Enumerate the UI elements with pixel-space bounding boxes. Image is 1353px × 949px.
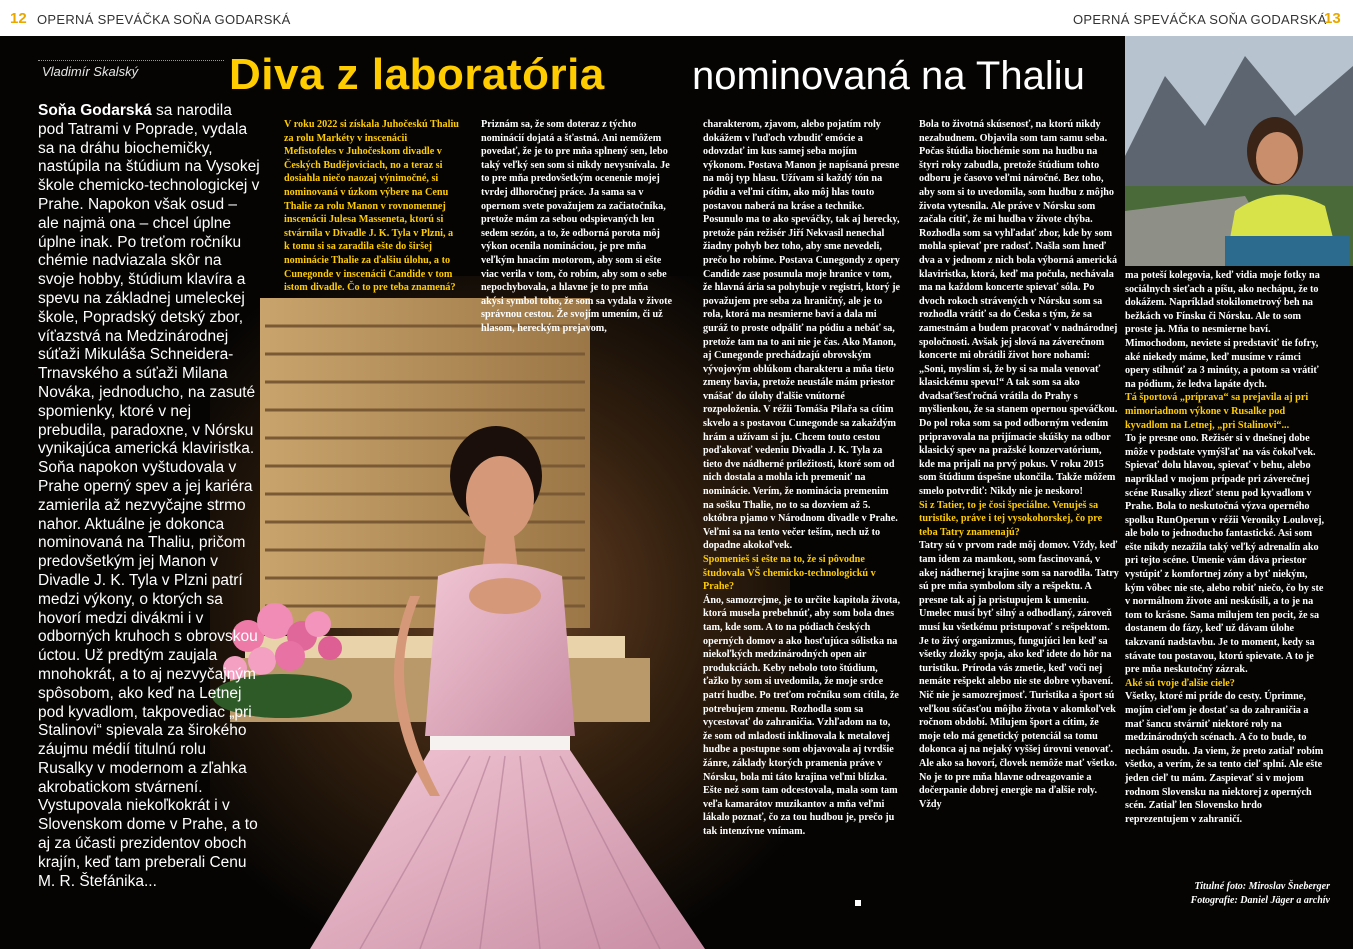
question-5: Aké sú tvoje ďalšie ciele? [1125,677,1235,689]
photo-credits [1160,880,1330,908]
answer-3: Tatry sú v prvom rade môj domov. Vždy, keď tam idem za mamkou, som fascinovaná, v akej nádhernej krajine som sa narodila. Tatry sú pre mňa symbolom sily a rešpektu. A presne tak aj ja pristupujem k umeniu. Umelec musí byť silný a odhodlaný, zároveň musí ku všetkému pristupovať s rešpektom. Je to živý organizmus, fungujúci len keď sa všetky zložky spoja, ako keď idete do hôr na turistiku. Príroda vás zmetie, keď voči nej nemáte rešpekt alebo nie ste dobre vybavení. Nič nie je samozrejmosť. Turistika a šport sú veľkou súčasťou môjho života v akomkoľvek ročnom období. Milujem šport a cítim, že moje telo má genetický potenciál sa tomu dokonca aj na nejaký vyššej úrovni venovať. Ale ako sa hovorí, človek nemôže mať všetko. No je to pre mňa hlavne odreagovanie a dočerpanie dobrej energie na ďalšie roly. Vždy [919,540,1119,810]
right-page-number: 13 [1324,10,1341,27]
author-rule [38,60,224,61]
column-5 [1125,269,1325,826]
column-3 [703,118,901,838]
question-3: Si z Tatier, to je čosi špeciálne. Venuješ sa turistike, práve i tej vysokohorskej, čo pre teba Tatry znamenajú? [919,499,1103,538]
column-4 [919,118,1119,811]
article-intro [38,102,260,891]
column-1 [284,118,460,295]
intro-name: Soňa Godarská [38,102,152,119]
question-4: Tá športová „príprava“ sa prejavila aj pri mimoriadnom výkone v Rusalke pod kyvadlom na Letnej, „pri Stalinovi“... [1125,392,1309,431]
answer-4: To je presne ono. Režisér si v dnešnej dobe môže v podstate vymýšľať na vás čokoľvek. Spievať dolu hlavou, spievať v behu, alebo napríklad v mojom prípade pri záverečnej scéne Rusalky zliezť stenu pod kyvadlom v Prahe. Bola to neskutočná výzva operného spolku RunOperun v réžii Veroniky Loulovej, ale bolo to jednoducho fantastické. Asi som ešte nikdy nezažila taký veľký adrenalín ako pri tejto scéne. Umenie vám dáva priestor vystúpiť z komfortnej zóny a byť niekým, kým vôbec nie ste, alebo robiť niečo, čo by ste v normálnom živote ani neskúsili, a to je na tom to krásne. Sama milujem ten pocit, že sa dostanem do fázy, keď už dávam úlohe takzvanú nadstavbu. Je to moment, kedy sa stávate tou postavou, ktorú spievate. A to je pre mňa neskutočný zázrak. [1125,433,1325,676]
answer-1: Priznám sa, že som doteraz z týchto nominácií dojatá a šťastná. Ani nemôžem povedať, že je to pre mňa splnený sen, lebo taký veľký sen som si nikdy nevysnívala. Je to pre mňa predovšetkým ocenenie mojej tvrdej dlhoročnej práce. Ja sama sa v opernom svete považujem za začiatočníka, pretože mám za sebou odspievaných len sedem sezón, a to, že odborná porota môj výkon ocenila nomináciou, je pre mňa veľkým hnacím motorom, aby som si ešte viac verila v tom, čo robím, aby som o sebe nepochybovala, a hlavne je to pre mňa akýsi symbol toho, že som sa vydala v živote správnou cestou. Že svojím umením, či už hlasom, hereckým prejavom, [481,119,673,334]
answer-2: Áno, samozrejme, je to určite kapitola života, ktorá musela prebehnúť, aby som bola dnes tam, kde som. A to na pódiach českých operných domov a ako hosťujúca sólistka na niekoľkých medzinárodných open air produkciách. Keby nebolo toto štúdium, ťažko by som si uvedomila, že moje srdce patrí hudbe. Po treťom ročníku som cítila, že potrebujem zmenu. Rozhodla som sa vycestovať do zahraničia. Vzhľadom na to, že som od mladosti inklinovala k metalovej hudbe a postupne som objavovala aj tvrdšie žánre, základy ktorých pramenia práve v Nórsku, bola mi táto krajina veľmi blízka. Ešte než som tam odcestovala, mala som tam veľa kamarátov muzikantov a mňa veľmi lákalo poznať, čo za tou hudbou je, prečo ju tak intenzívne vnímam. [703,594,901,837]
answer-2-continued: Bola to životná skúsenosť, na ktorú nikdy nezabudnem. Objavila som tam samu seba. Počas štúdia biochémie som na hudbu na štyri roky zabudla, pretože štúdium tohto odboru je časovo veľmi náročné. Bez toho, aby som si to uvedomila, som hudbu z môjho života vytesnila. Ale práve v Nórsku som začala cítiť, že mi hudba v živote chýba. Rozhodla som sa vyhľadať zbor, kde by som mohla spievať pre radosť. Našla som hneď dva a v jednom z nich bola výborná americká klaviristka, ktorá, keď ma počula, nechávala ma na každom koncerte spievať sóla. Po dvoch rokoch strávených v Nórsku som sa rozhodla vrátiť sa do Česka s tým, že sa zamestnám a budem pracovať v nadnárodnej spoločnosti. Avšak jej slová na záverečnom koncerte mi obrátili život hore nohami: „Soni, myslím si, že by si sa mala venovať klasickému spevu!“ A tak som sa ako dvadsaťšesťročná vrátila do Prahy s myšlienkou, že sa stanem opernou speváčkou. Do pol roka som sa pod odborným vedením pripravovala na prijímacie skúšky na odbor klasický spev na pražské konzervatórium, kde ma prijali na prvý pokus. V roku 2015 som štúdium úspešne ukončila. Takže môžem smelo potvrdiť: Nikdy nie je neskoro! [919,119,1118,498]
answer-1-continued: charakterom, zjavom, alebo pojatím roly dokážem v ľuďoch vzbudiť emócie a odovzdať im kus samej seba mojím výkonom. Postava Manon je napísaná presne na môj typ hlasu. Užívam si každý tón na pódiu a veľmi cítim, ako môj hlas touto postavou naberá na kráse a technike. Posunulo ma to ako speváčky, tak aj herecky, pretože pán režisér Jiří Nekvasil nenechal žiadny pohyb bez toho, aby sme nevedeli, prečo ho robíme. Postava Cunegondy z opery Candide zase posunula moje hranice v tom, že hlavná ária sa pohybuje v registri, ktorý je považujem pre seba za hraničný, ale je to rola, ktorá ma nesmierne baví a dala mi guráž to proste odpáliť na pódiu a nebáť sa, pretože tam na to ani nie je čas. Ako Manon, aj Cunegonde prechádzajú obrovským vývojovým oblúkom charakteru a mňa tieto zmeny bavia, pretože neustále mám priestor vnášať do úlohy ďalšie vnútorné rozpoloženia. V réžii Tomáša Pilařa sa cítim skvelo a s postavou Cunegonde sa zakaždým hrám a užívam si ju. Chcem touto cestou poďakovať vedeniu Divadla J. K. Tyla za tieto dve nádherné príležitosti, ktoré som od nich dostala a mohla ich premeniť na nominácie. Verím, že nominácia premenim na sošku Thalie, no to sa dozviem až 5. októbra pjamo v Národnom divadle v Prahe. Veľmi sa na tento večer teším, nech už to dopadne akokoľvek. [703,119,901,552]
intro-text: sa narodila pod Tatrami v Poprade, vydala sa na dráhu biochemičky, nastúpila na štúdium na Vysokej škole chemicko-technologickej v Prahe. Napokon však osud – ale najmä ona – chcel úplne úplne inak. Po treťom ročníku chémie nadviazala skôr na svoje hobby, štúdium klavíra a spevu na základnej umeleckej škole, Popradský detský zbor, víťazstvá na Medzinárodnej súťaži Mikuláša Schneidera-Trnavského a súťaži Milana Nováka, jednoducho, na zasuté spomienky, ktoré v nej prebudila, paradoxne, v Nórsku vynikajúca americká klaviristka. Soňa napokon vyštudovala v Prahe operný spev a jej kariéra zamierila až nezvyčajne strmo nahor. Aktuálne je dokonca nominovaná na Thaliu, pričom predovšetkým jej Manon v Divadle J. K. Tyla v Plzni patrí medzi výkony, o ktorých sa hovorí medzi divákmi i v odborných kruhoch s obrovskou úctou. Už predtým zaujala mnohokrát, a to aj nezvyčajným spôsobom, ako keď na Letnej pod kyvadlom, takpovediac „pri Stalinovi“ spievala za širokého záujmu médií titulnú rolu Rusalky v modernom a zľahka akrobatickom stvárnení. Vystupovala niekoľkokrát i v Slovenskom dome v Prahe, a to aj za účasti prezidentov oboch krajín, keď tam preberali Cenu M. R. Štefánika... [38,102,260,890]
right-running-title: OPERNÁ SPEVÁČKA SOŇA GODARSKÁ [1073,12,1327,27]
column-2 [481,118,673,336]
author-name: Vladimír Skalský [42,64,139,79]
question-1: V roku 2022 si získala Juhočeskú Thaliu za rolu Markéty v inscenácii Mefistofeles v Juhočeskom divadle v Českých Budějoviciach, no a teraz si dosiahla niečo naozaj výnimočné, si nominovaná v úzkom výbere na Cenu Thalie za rolu Manon v rovnomennej inscenácii Julesa Masseneta, ktorú si stvárnila v Divadle J. K. Tyla v Plzni, a k tomu si sa zaradila ešte do širšej nominácie Thalie za ďalšiu úlohu, a to Cunegonde v inscenácii Candide v tom istom divadle. Čo to pre teba znamená? [284,119,459,294]
question-2: Spomenieš si ešte na to, že si pôvodne študovala VŠ chemicko-technologickú v Prahe? [703,554,876,593]
answer-5: Všetky, ktoré mi príde do cesty. Úprimne, mojím cieľom je dostať sa do zahraničia a mať šancu stvárniť niektoré roly na medzinárodných scénach. A čo to bude, to nechám osudu. Ja viem, že preto zatiaľ robím všetko, a verím, že sa tento cieľ splní. Ale ešte jeden cieľ tu mám. Zaspievať si v mojom rodnom Slovensku na niektorej z operných scén. Zatiaľ len Slovensko hrdo reprezentujem v zahraničí. [1125,691,1324,825]
end-mark [855,900,861,906]
mountain-portrait-photo [1125,36,1353,266]
photos-credit: Fotografie: Daniel Jäger a archív [1190,895,1330,906]
article-subtitle: nominovaná na Thaliu [692,54,1085,98]
answer-3-continued: ma poteší kolegovia, keď vidia moje fotky na sociálnych sieťach a píšu, ako nechápu, že to dokážem. Napríklad stokilometrový beh na bežkách vo Fínsku či Nórsku. Ale to som proste ja. Mňa to nesmierne baví. Mimochodom, neviete si predstaviť tie fofry, aké niekedy máme, keď musíme v rámci opery stihnúť za 3 minúty, a potom sa vrátiť na pódium, že ledva lapáte dych. [1125,270,1320,390]
left-page-number: 12 [10,10,27,27]
article-title: Diva z laboratória [229,50,605,99]
left-running-title: OPERNÁ SPEVÁČKA SOŇA GODARSKÁ [37,12,291,27]
title-photo-credit: Titulné foto: Miroslav Šneberger [1194,881,1330,892]
page-header-bar [0,0,1353,36]
magazine-spread [0,36,1353,949]
